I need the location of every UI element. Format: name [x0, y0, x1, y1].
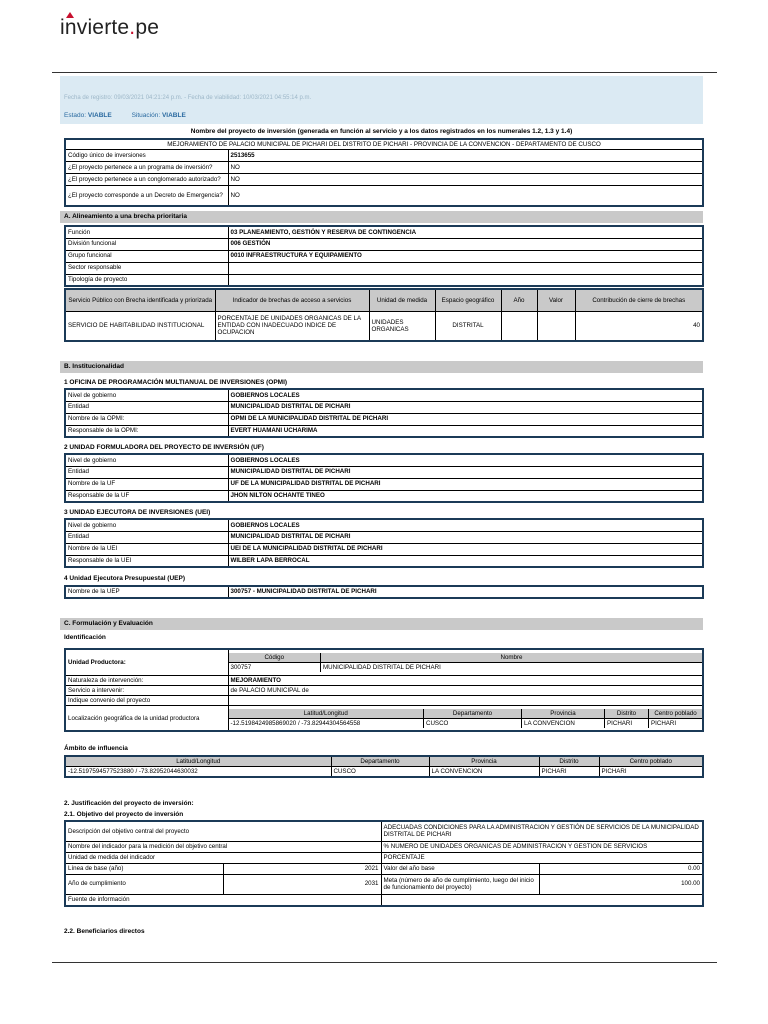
brecha-cell: DISTRITAL	[435, 311, 501, 341]
brecha-header: Valor	[537, 289, 575, 311]
conglomerado-value: NO	[228, 174, 703, 186]
ambito-cell: CUSCO	[331, 767, 429, 778]
uf-value: MUNICIPALIDAD DISTRITAL DE PICHARI	[228, 466, 703, 478]
division-value: 006 GESTIÓN	[228, 238, 703, 250]
funcion-label: Función	[65, 226, 228, 238]
unidad-value: PORCENTAJE	[381, 852, 703, 863]
brecha-header: Servicio Público con Brecha identificada y priorizada	[65, 289, 215, 311]
programa-label: ¿El proyecto pertenece a un programa de inversión?	[65, 162, 228, 174]
grupo-value: 0010 INFRAESTRUCTURA Y EQUIPAMIENTO	[228, 250, 703, 262]
opmi-value: MUNICIPALIDAD DISTRITAL DE PICHARI	[228, 401, 703, 413]
uei-label: Nivel de gobierno	[65, 519, 228, 531]
ambito-header: Centro poblado	[599, 756, 703, 767]
valor-base-label: Valor del año base	[381, 863, 539, 874]
loc-cell: LA CONVENCION	[522, 718, 605, 728]
loc-header: Latitud/Longitud	[229, 709, 424, 719]
meta-label: Meta (número de año de cumplimiento, luego del inicio de funcionamiento del proyecto)	[381, 874, 539, 894]
loc-header: Centro poblado	[649, 709, 703, 719]
cui-value: 2513655	[228, 150, 703, 162]
uf-label: Nivel de gobierno	[65, 454, 228, 466]
brecha-header: Contribución de cierre de brechas	[575, 289, 703, 311]
project-general-table	[64, 138, 704, 207]
section-a-table	[64, 225, 704, 287]
loc-header: Provincia	[522, 709, 605, 719]
ambito-title: Ámbito de influencia	[64, 745, 128, 752]
brecha-cell: SERVICIO DE HABITABILIDAD INSTITUCIONAL	[65, 311, 215, 341]
brecha-header: Indicador de brechas de acceso a servicios	[215, 289, 369, 311]
convenio-label: Indique convenio del proyecto	[65, 695, 228, 705]
desc-value: ADECUADAS CONDICIONES PARA LA ADMINISTRACION Y GESTIÓN DE SERVICIOS DE LA MUNICIPALIDAD DISTRITAL DE PICHARI	[381, 821, 703, 841]
opmi-label: Nombre de la OPMI:	[65, 413, 228, 425]
ambito-cell: PICHARI	[539, 767, 599, 778]
naturaleza-value: MEJORAMIENTO	[228, 675, 703, 685]
brecha-cell: 40	[575, 311, 703, 341]
loc-header: Departamento	[424, 709, 522, 719]
uei-label: Responsable de la UEI	[65, 555, 228, 567]
invierte-logo: invierte.pe	[60, 16, 160, 39]
uf-table	[64, 453, 704, 503]
loc-cell: PICHARI	[649, 718, 703, 728]
uf-label: Responsable de la UF	[65, 490, 228, 502]
justificacion-title: 2. Justificación del proyecto de inversión:	[64, 800, 194, 807]
uei-table	[64, 518, 704, 568]
programa-value: NO	[228, 162, 703, 174]
cumplimiento-label: Año de cumplimiento	[65, 874, 223, 894]
uf-label: Nombre de la UF	[65, 478, 228, 490]
brecha-cell: UNIDADES ORGANICAS	[369, 311, 435, 341]
loc-cell: -12.5198424985869020 / -73.82944304564558	[229, 718, 424, 728]
unidad-label: Unidad de medida del indicador	[65, 852, 381, 863]
uei-value: MUNICIPALIDAD DISTRITAL DE PICHARI	[228, 531, 703, 543]
decreto-value: NO	[228, 186, 703, 206]
sector-value	[228, 262, 703, 274]
valor-base-value: 0.00	[539, 863, 703, 874]
up-nombre: MUNICIPALIDAD DISTRITAL DE PICHARI	[321, 662, 703, 672]
grupo-label: Grupo funcional	[65, 250, 228, 262]
conglomerado-label: ¿El proyecto pertenece a un conglomerado autorizado?	[65, 174, 228, 186]
section-c-title: C. Formulación y Evaluación	[60, 618, 703, 630]
cumplimiento-year: 2031	[223, 874, 381, 894]
brecha-cell: PORCENTAJE DE UNIDADES ORGANICAS DE LA ENTIDAD CON INADECUADO INDICE DE OCUPACION	[215, 311, 369, 341]
beneficiarios-subtitle: 2.2. Beneficiarios directos	[64, 928, 145, 935]
section-a-title: A. Alineamiento a una brecha prioritaria	[60, 211, 703, 223]
up-header: Código	[229, 653, 321, 663]
loc-header: Distrito	[605, 709, 649, 719]
up-label: Unidad Productora:	[65, 649, 228, 675]
loc-cell: PICHARI	[605, 718, 649, 728]
objetivo-table	[64, 820, 704, 907]
localizacion-label: Localización geográfica de la unidad productora	[65, 705, 228, 731]
section-b-title: B. Institucionalidad	[60, 361, 703, 373]
ambito-header: Departamento	[331, 756, 429, 767]
desc-label: Descripción del objetivo central del proyecto	[65, 821, 381, 841]
fuente-value	[381, 894, 703, 906]
fuente-label: Fuente de información	[65, 894, 381, 906]
brecha-cell	[537, 311, 575, 341]
brecha-header: Unidad de medida	[369, 289, 435, 311]
identificacion-title: Identificación	[64, 634, 106, 641]
meta-value: 100.00	[539, 874, 703, 894]
status-panel	[60, 76, 703, 124]
uei-value: GOBIERNOS LOCALES	[228, 519, 703, 531]
uf-title: 2 UNIDAD FORMULADORA DEL PROYECTO DE INVERSIÓN (UF)	[64, 444, 264, 451]
opmi-label: Nivel de gobierno	[65, 389, 228, 401]
linea-label: Línea de base (año)	[65, 863, 223, 874]
uep-table	[64, 585, 704, 599]
ambito-cell: LA CONVENCION	[429, 767, 539, 778]
brecha-table	[64, 288, 704, 342]
cui-label: Código único de inversiones	[65, 150, 228, 162]
brecha-header: Año	[501, 289, 537, 311]
convenio-value	[228, 695, 703, 705]
decreto-label: ¿El proyecto corresponde a un Decreto de Emergencia?	[65, 186, 228, 206]
project-name: MEJORAMIENTO DE PALACIO MUNICIPAL DE PICHARI DEL DISTRITO DE PICHARI - PROVINCIA DE LA CONVENCION - DEPARTAMENTO DE CUSCO	[65, 139, 703, 150]
ambito-cell: PICHARI	[599, 767, 703, 778]
project-status: Estado: VIABLE Situación: VIABLE	[64, 112, 186, 119]
loc-cell: CUSCO	[424, 718, 522, 728]
indicador-value: % NUMERO DE UNIDADES ORGANICAS DE ADMINISTRACION Y GESTION DE SERVICIOS	[381, 841, 703, 852]
tipologia-value	[228, 274, 703, 286]
objetivo-subtitle: 2.1. Objetivo del proyecto de inversión	[64, 811, 184, 818]
funcion-value: 03 PLANEAMIENTO, GESTIÓN Y RESERVA DE CONTINGENCIA	[228, 226, 703, 238]
uf-label: Entidad	[65, 466, 228, 478]
uep-title: 4 Unidad Ejecutora Presupuestal (UEP)	[64, 575, 186, 582]
opmi-table	[64, 388, 704, 438]
opmi-label: Entidad	[65, 401, 228, 413]
ambito-cell: -12.5197594577523880 / -73.82952044630032	[65, 767, 331, 778]
uf-value: GOBIERNOS LOCALES	[228, 454, 703, 466]
unidad-productora-table	[64, 648, 704, 732]
uf-value: JHON NILTON OCHANTE TINEO	[228, 490, 703, 502]
sector-label: Sector responsable	[65, 262, 228, 274]
ambito-header: Distrito	[539, 756, 599, 767]
uei-label: Nombre de la UEI	[65, 543, 228, 555]
tipologia-label: Tipología de proyecto	[65, 274, 228, 286]
naturaleza-label: Naturaleza de intervención:	[65, 675, 228, 685]
uf-value: UF DE LA MUNICIPALIDAD DISTRITAL DE PICHARI	[228, 478, 703, 490]
servicio-value: de PALACIO MUNICIPAL de	[228, 685, 703, 695]
opmi-title: 1 OFICINA DE PROGRAMACIÓN MULTIANUAL DE INVERSIONES (OPMI)	[64, 379, 288, 386]
up-header: Nombre	[321, 653, 703, 663]
linea-year: 2021	[223, 863, 381, 874]
uei-label: Entidad	[65, 531, 228, 543]
uei-title: 3 UNIDAD EJECUTORA DE INVERSIONES (UEI)	[64, 509, 211, 516]
opmi-label: Responsable de la OPMI:	[65, 425, 228, 437]
brecha-cell	[501, 311, 537, 341]
ambito-header: Provincia	[429, 756, 539, 767]
opmi-value: OPMI DE LA MUNICIPALIDAD DISTRITAL DE PICHARI	[228, 413, 703, 425]
opmi-value: GOBIERNOS LOCALES	[228, 389, 703, 401]
uei-value: WILBER LAPA BERROCAL	[228, 555, 703, 567]
ambito-header: Latitud/Longitud	[65, 756, 331, 767]
brecha-header: Espacio geográfico	[435, 289, 501, 311]
servicio-label: Servicio a intervenir:	[65, 685, 228, 695]
indicador-label: Nombre del indicador para la medición del objetivo central	[65, 841, 381, 852]
ambito-table	[64, 755, 704, 778]
uei-value: UEI DE LA MUNICIPALIDAD DISTRITAL DE PICHARI	[228, 543, 703, 555]
up-codigo: 300757	[229, 662, 321, 672]
division-label: División funcional	[65, 238, 228, 250]
footer-divider	[52, 962, 717, 963]
opmi-value: EVERT HUAMANI UCHARIMA	[228, 425, 703, 437]
project-name-heading: Nombre del proyecto de inversión (generada en función al servicio y a los datos registrados en los numerales 1.2, 1.3 y 1.4)	[190, 128, 573, 135]
uep-value: 300757 - MUNICIPALIDAD DISTRITAL DE PICHARI	[228, 586, 703, 598]
uep-label: Nombre de la UEP	[65, 586, 228, 598]
registration-dates: Fecha de registro: 09/03/2021 04:21:24 p.m. - Fecha de viabilidad: 10/03/2021 04:55:14 p.m.	[64, 95, 312, 101]
header-divider	[52, 72, 717, 73]
